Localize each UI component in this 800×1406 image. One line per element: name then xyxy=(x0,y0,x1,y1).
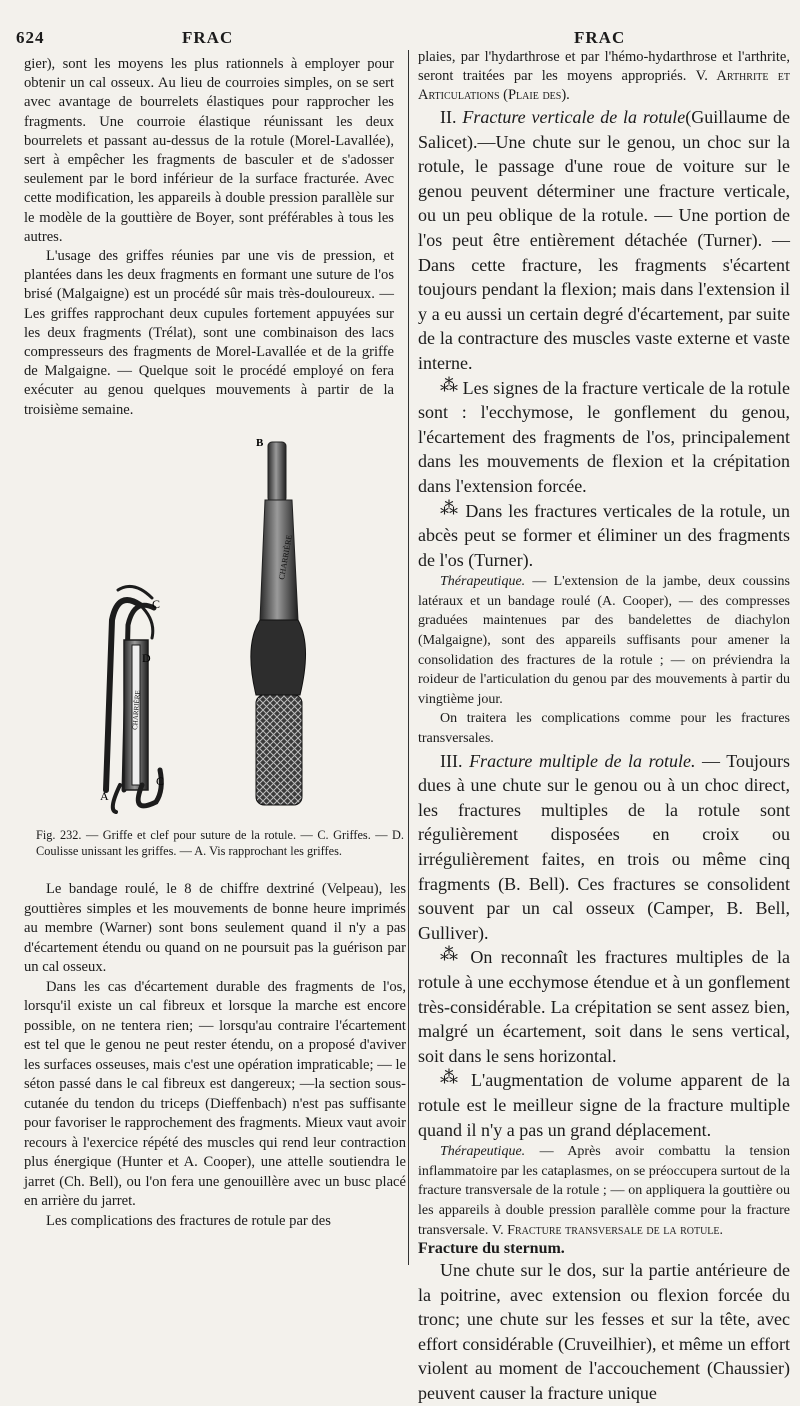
page-number: 624 xyxy=(16,28,45,47)
caption-text: — Griffe et clef pour suture de la rotule. — C. Griffes. — D. Coulisse unissant les griffes. — A. Vis rapprochant les griffes. xyxy=(36,828,404,858)
left-column-bottom xyxy=(24,880,406,1231)
section-title: Fracture verticale de la rotule xyxy=(462,107,686,127)
cross-reference: V. Arthrite et Articulations (Plaie des). xyxy=(418,68,791,103)
paragraph xyxy=(418,499,790,573)
text: — Après avoir combattu la tension inflammatoire par les cataplasmes, on se préoccupera surtout de la fracture transversale de la rotule ; — on appliquera la gouttière ou les appareils à double pression parallèle comme pour la fracture transversale. xyxy=(418,1144,790,1238)
section-title: Fracture multiple de la rotule. xyxy=(469,750,696,771)
paragraph xyxy=(418,572,790,709)
cross-reference: V. Fracture transversale de la rotule. xyxy=(491,1222,724,1238)
section-number: II. xyxy=(440,107,457,127)
running-head-right: FRAC xyxy=(574,28,626,47)
paragraph: L'usage des griffes réunies par une vis de pression, et plantées dans les deux fragments en formant une suture de l'os brisé (Malgaigne) est un procédé sûr mais très-douloureux. — Les griffes rapprochant deux cupules fortement appuyées sur les deux fragments (Trélat), sont une combinaison des lacs compresseurs des fragments de Morel-Lavallée et de la griffe de Malgaigne. — Quelque soit le procédé employé on fera exécuter au genou quelques mouvements à partir de la troisième semaine. xyxy=(24,248,394,418)
paragraph xyxy=(418,48,790,105)
section-number: III. xyxy=(440,750,463,771)
label-a: A xyxy=(100,789,109,803)
paragraph: Le bandage roulé, le 8 de chiffre dextriné (Velpeau), les gouttières simples et les mouvements de bonne heure imprimés au membre (Warner) sont bons seulement quand il n'y a pas d'écartement étendu ou quand on ne poursuit pas la guérison par un cal osseux. xyxy=(24,881,406,975)
paragraph: Les complications des fractures de rotule par des xyxy=(46,1212,331,1229)
label-c-bottom: C xyxy=(156,774,165,788)
caption-label: Fig. 232. xyxy=(36,828,82,842)
section-body: (Guillaume de Salicet).—Une chute sur le genou, un choc sur la rotule, le passage d'une roue de voiture sur le genou peuvent déterminer une fracture verticale, ou un peu oblique de la rotule. — Une portion de l'os peut être entièrement détachée (Turner). — Dans cette fracture, les fragments s'écartent toujours pendant la flexion; mais dans l'extension il y a eu aussi un certain degré d'écartement, par suite de la contracture des muscles vaste externe et vaste interne. xyxy=(418,107,791,373)
asterism-icon: ⁂ xyxy=(440,1067,463,1088)
paragraph: gier), sont les moyens les plus rationnels à employer pour obtenir un cal osseux. Au lieu de courroies simples, on se sert avec avantage de bourrelets élastiques pour rapprocher les fragments. Une courroie élastique réunissant les deux bourrelets et passant au-dessus de la rotule (Morel-Lavallée), sert à empêcher les fragments de basculer et de s'adosser seulement par le bord inférieur de la surface fracturée. Avec cette modification, les appareils à double pression parallèle sur le modèle de la gouttière de Boyer, sont préférables à tous les autres. xyxy=(24,56,394,245)
section-body: — Toujours dues à une chute sur le genou ou à un choc direct, les fractures multiples de la rotule sont régulièrement disposées en croix ou irrégulièrement faites, en trois ou même cinq fragments (B. Bell). Ces fractures se consolident souvent par un cal osseux (Camper, B. Bell, Gulliver). xyxy=(418,750,791,943)
running-head-left: FRAC xyxy=(182,28,234,47)
paragraph xyxy=(418,1142,790,1240)
handle-maker-mark: CHARRIÈRE xyxy=(277,534,294,581)
paragraph: Une chute sur le dos, sur la partie antérieure de la poitrine, avec extension ou flexion forcée du tronc; une chute sur les fesses et sur la tête, avec effort considérable (Cruveilhier), et même un effort violent au moment de l'accouchement (Chaussier) peuvent causer la fracture unique xyxy=(418,1260,790,1404)
therapeutics-label: Thérapeutique. xyxy=(440,1144,526,1160)
column-divider xyxy=(408,50,409,1265)
figure-caption xyxy=(36,828,404,859)
right-column xyxy=(418,48,790,1406)
section-multiple-fracture xyxy=(418,749,790,946)
asterism-icon: ⁂ xyxy=(440,944,462,965)
left-column-top xyxy=(24,55,394,420)
label-b: B xyxy=(256,437,264,449)
key-handle xyxy=(251,442,306,805)
paragraph xyxy=(418,1068,790,1142)
label-d: D xyxy=(142,651,151,665)
asterism-icon: ⁂ xyxy=(440,497,460,518)
text: On reconnaît les fractures multiples de la rotule à une ecchymose étendue et à un gonflement très-considérable. La crépitation se sent assez bien, malgré un écartement, soit dans le sens vertical, soit dans le sens horizontal. xyxy=(418,947,790,1066)
text: — L'extension de la jambe, deux coussins latéraux et un bandage roulé (A. Cooper), — des compresses graduées maintenues par des bandelettes de diachylon (Malgaigne), sont des appareils suffisants pour amener la consolidation des fractures de la rotule ; — on préviendra la roideur de l'articulation du genou par des mouvements à partir du vingtième jour. xyxy=(418,574,790,707)
surgical-instrument-illustration xyxy=(60,430,380,825)
label-c-top: C xyxy=(152,597,161,611)
therapeutics-label: Thérapeutique. xyxy=(440,574,526,590)
text: Les signes de la fracture verticale de la rotule sont : l'ecchymose, le gonflement du genou, l'écartement des fragments de l'os, principalement dans les mouvements de flexion et la crépitation dans l'extension forcée. xyxy=(418,377,791,496)
figure-232 xyxy=(60,430,380,825)
paragraph xyxy=(418,376,790,499)
text: Dans les fractures verticales de la rotule, un abcès peut se former et éliminer un des fragments de l'os (Turner). xyxy=(418,500,791,570)
text: L'augmentation de volume apparent de la rotule est le meilleur signe de la fracture multiple quand il n'y a pas un grand déplacement. xyxy=(418,1070,790,1140)
section-vertical-fracture xyxy=(418,105,790,376)
text: plaies, par l'hydarthrose et par l'hémo-hydarthrose et l'arthrite, seront traitées par les moyens appropriés. xyxy=(418,49,790,84)
section-heading-sternum: Fracture du sternum. xyxy=(418,1240,565,1258)
claw-maker-mark: CHARRIÈRE xyxy=(131,690,142,731)
paragraph xyxy=(418,945,790,1068)
asterism-icon: ⁂ xyxy=(440,374,459,395)
paragraph: On traitera les complications comme pour les fractures transversales. xyxy=(418,711,790,747)
paragraph: Dans les cas d'écartement durable des fragments de l'os, lorsqu'il existe un cal fibreux et lorsque la marche est encore possible, on ne tentera rien; — lorsqu'au contraire l'écartement est tel que le genou ne peut rester étendu, on a proposé d'aviver les surfaces osseuses, mais c'est une opération impraticable; — le séton passé dans le cal fibreux est dangereux; —la section sous-cutanée du tendon du triceps (Dieffenbach) n'est pas suffisante pour favoriser le rapprochement des fragments. Mieux vaut avoir recours à l'exercice répété des muscles qui rend leur contraction plus énergique (Hunter et A. Cooper), une attelle soutiendra le jarret (Ch. Bell), ou l'on fera une genouillère avec un busc placé en arrière du jarret. xyxy=(24,978,406,1209)
